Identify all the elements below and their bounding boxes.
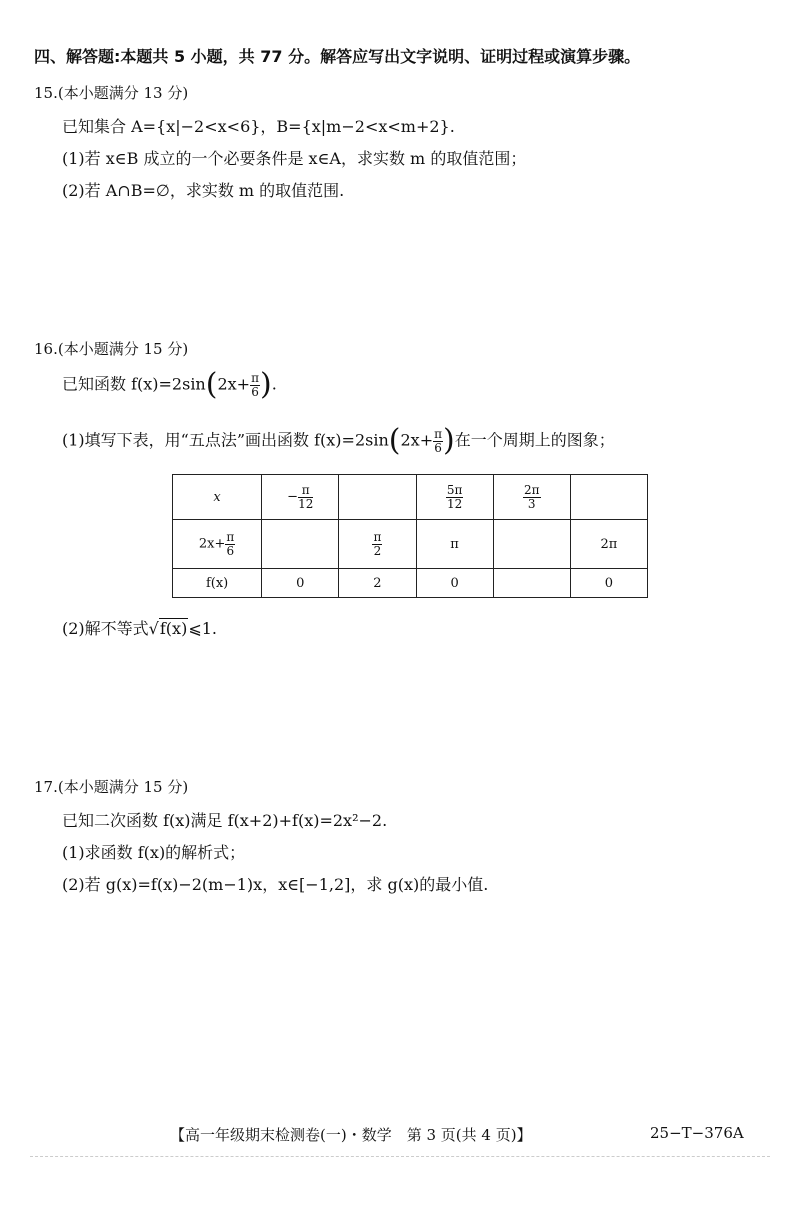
denominator: 6 bbox=[226, 543, 235, 558]
left-paren: ( bbox=[205, 367, 218, 402]
row-label-x: x bbox=[173, 475, 262, 520]
denominator: 12 bbox=[298, 496, 314, 511]
cell-f-5: 0 bbox=[570, 569, 647, 598]
denominator: 6 bbox=[251, 384, 259, 399]
cell-f-1: 0 bbox=[262, 569, 339, 598]
footer-divider bbox=[30, 1156, 770, 1157]
q16-part1-suffix: 在一个周期上的图象； bbox=[454, 430, 615, 450]
q16-part2-suffix: ⩽1. bbox=[188, 619, 217, 638]
cell-arg-3: π bbox=[416, 520, 493, 569]
cell-f-2: 2 bbox=[339, 569, 416, 598]
minus-sign: − bbox=[287, 489, 299, 505]
q16-arg-prefix: 2x+ bbox=[217, 374, 251, 394]
cell-arg-4 bbox=[493, 520, 570, 569]
row-label-arg: 2x+ $\frac{\pi}{6}$ bbox=[173, 520, 262, 569]
frac-5pi-12 bbox=[446, 484, 464, 510]
pi-over-six bbox=[433, 428, 443, 454]
denominator: 12 bbox=[446, 496, 463, 511]
table-row-arg bbox=[173, 520, 648, 569]
q17-part1: (1)求函数 f(x)的解析式； bbox=[62, 843, 246, 862]
q15-part2: (2)若 A∩B=∅，求实数 m 的取值范围. bbox=[62, 181, 345, 200]
left-paren: ( bbox=[388, 423, 401, 458]
pi-over-six bbox=[225, 531, 235, 557]
q17-stem: 已知二次函数 f(x)满足 f(x+2)+f(x)=2x²−2. bbox=[62, 811, 388, 830]
row-label-f: f(x) bbox=[173, 569, 262, 598]
sqrt-radicand: f(x) bbox=[159, 619, 188, 638]
sqrt-sign: √ bbox=[148, 619, 159, 638]
q16-stem bbox=[62, 367, 277, 402]
q16-part1-arg: 2x+ bbox=[400, 430, 434, 450]
frac-pi-12 bbox=[298, 484, 313, 510]
q16-stem-prefix: 已知函数 f(x)=2sin bbox=[62, 374, 206, 394]
numerator: π bbox=[298, 484, 313, 498]
footer-code: 25−T−376A bbox=[650, 1124, 744, 1142]
cell-arg-2 bbox=[339, 520, 416, 569]
pi-over-six bbox=[250, 372, 260, 398]
numerator: 2π bbox=[523, 482, 540, 497]
cell-x-2 bbox=[339, 475, 416, 520]
q15-part1: (1)若 x∈B 成立的一个必要条件是 x∈A，求实数 m 的取值范围； bbox=[62, 149, 527, 168]
q15-number: 15.(本小题满分 13 分) bbox=[34, 84, 189, 102]
q17-number: 17.(本小题满分 15 分) bbox=[34, 778, 189, 796]
q16-part1-prefix: (1)填写下表，用“五点法”画出函数 f(x)=2sin bbox=[62, 430, 389, 450]
five-point-table bbox=[172, 474, 648, 598]
numerator: π bbox=[434, 426, 442, 441]
denominator: 2 bbox=[373, 543, 382, 558]
frac-2pi-3 bbox=[523, 484, 541, 510]
q16-part2-prefix: (2)解不等式 bbox=[62, 619, 149, 638]
q16-part2 bbox=[62, 616, 217, 639]
denominator: 6 bbox=[434, 440, 442, 455]
right-paren: ) bbox=[442, 423, 455, 458]
numerator: 5π bbox=[446, 482, 463, 497]
numerator: π bbox=[226, 529, 235, 544]
cell-x-4 bbox=[493, 475, 570, 520]
cell-x-3 bbox=[416, 475, 493, 520]
frac-pi-2 bbox=[372, 531, 382, 557]
cell-arg-5: 2π bbox=[570, 520, 647, 569]
table-row-f bbox=[173, 569, 648, 598]
cell-f-4 bbox=[493, 569, 570, 598]
numerator: π bbox=[373, 529, 382, 544]
footer-title: 【高一年级期末检测卷(一)・数学 第 3 页(共 4 页)】 bbox=[170, 1126, 532, 1144]
right-paren: ) bbox=[259, 367, 272, 402]
q16-number: 16.(本小题满分 15 分) bbox=[34, 340, 189, 358]
numerator: π bbox=[251, 370, 259, 385]
cell-f-3: 0 bbox=[416, 569, 493, 598]
cell-arg-1 bbox=[262, 520, 339, 569]
q16-stem-suffix: . bbox=[271, 374, 277, 394]
q16-part1 bbox=[62, 423, 615, 458]
table-row-x bbox=[173, 475, 648, 520]
denominator: 3 bbox=[527, 496, 536, 511]
cell-x-5 bbox=[570, 475, 647, 520]
q15-stem: 已知集合 A={x|−2<x<6}，B={x|m−2<x<m+2}. bbox=[62, 117, 455, 136]
q17-part2: (2)若 g(x)=f(x)−2(m−1)x，x∈[−1,2]，求 g(x)的最小值. bbox=[62, 875, 489, 894]
section-heading: 四、解答题:本题共 5 小题，共 77 分。解答应写出文字说明、证明过程或演算步骤。 bbox=[34, 47, 641, 66]
cell-x-1 bbox=[262, 475, 339, 520]
